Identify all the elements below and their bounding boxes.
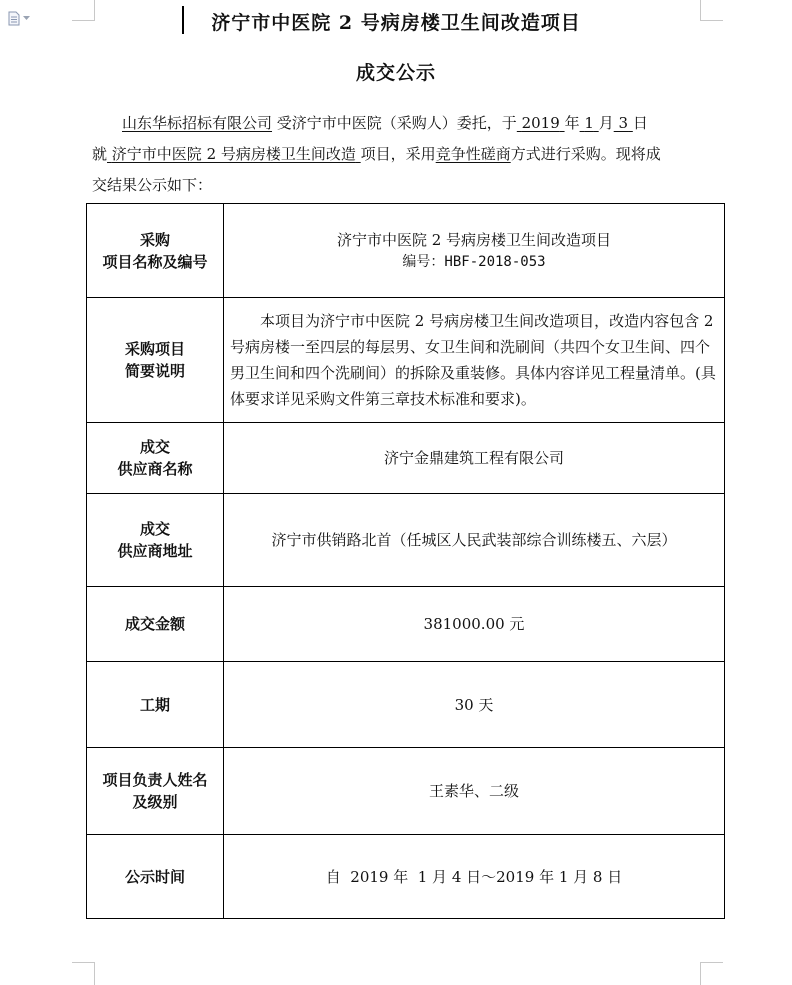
row-value-supplier-address: 济宁市供销路北首（任城区人民武装部综合训练楼五、六层） bbox=[224, 494, 725, 587]
intro-text-day: 日 bbox=[632, 114, 648, 132]
date-day: 3 bbox=[618, 114, 629, 132]
row-label: 成交 供应商名称 bbox=[87, 423, 224, 494]
result-table bbox=[86, 203, 725, 919]
row-value-project: 济宁市中医院 2 号病房楼卫生间改造项目 编号：HBF-2018-053 bbox=[224, 204, 725, 298]
intro-text-jiu: 就 bbox=[92, 145, 108, 163]
date-month: 1 bbox=[584, 114, 594, 132]
table-row bbox=[87, 298, 725, 423]
row-value-manager: 王素华、二级 bbox=[224, 748, 725, 835]
crop-mark-bottom-left bbox=[72, 962, 95, 985]
row-label: 成交金额 bbox=[87, 587, 224, 662]
table-row bbox=[87, 587, 725, 662]
table-row bbox=[87, 494, 725, 587]
row-label: 项目负责人姓名 及级别 bbox=[87, 748, 224, 835]
intro-text-3: 方式进行采购。现将成 bbox=[510, 145, 661, 163]
table-row bbox=[87, 662, 725, 748]
row-label: 采购 项目名称及编号 bbox=[87, 204, 224, 298]
intro-paragraph bbox=[92, 108, 722, 201]
table-row bbox=[87, 748, 725, 835]
table-row bbox=[87, 835, 725, 919]
procurement-method: 竞争性磋商 bbox=[435, 145, 511, 163]
agency-name: 山东华标招标有限公司 bbox=[122, 114, 273, 132]
row-value-duration: 30 天 bbox=[224, 662, 725, 748]
date-year: 2019 bbox=[521, 114, 560, 132]
row-label: 工期 bbox=[87, 662, 224, 748]
table-row bbox=[87, 204, 725, 298]
document-subtitle: 成交公示 bbox=[355, 62, 436, 84]
intro-line-3: 交结果公示如下： bbox=[92, 176, 213, 194]
intro-text-month: 月 bbox=[598, 114, 614, 132]
row-value-publicity-period: 自 2019 年 1 月 4 日～2019 年 1 月 8 日 bbox=[224, 835, 725, 919]
row-label: 采购项目 简要说明 bbox=[87, 298, 224, 423]
row-value-description: 本项目为济宁市中医院 2 号病房楼卫生间改造项目，改造内容包含 2 号病房楼一至四层的每层男、女卫生间和洗刷间（共四个女卫生间、四个男卫生间和四个洗刷间）的拆除及重装修。具体内容详见工程量清单。(具体要求详见采购文件第三章技术标准和要求)。 bbox=[224, 298, 725, 423]
row-label: 成交 供应商地址 bbox=[87, 494, 224, 587]
row-value-supplier-name: 济宁金鼎建筑工程有限公司 bbox=[224, 423, 725, 494]
row-label: 公示时间 bbox=[87, 835, 224, 919]
document-title: 济宁市中医院 2 号病房楼卫生间改造项目 bbox=[211, 12, 581, 34]
intro-text-1: 受济宁市中医院（采购人）委托，于 bbox=[276, 114, 517, 132]
intro-line-1 bbox=[92, 108, 722, 139]
crop-mark-bottom-right bbox=[700, 962, 723, 985]
intro-text-year: 年 bbox=[564, 114, 580, 132]
intro-line-2 bbox=[92, 139, 722, 170]
project-name: 济宁市中医院 2 号病房楼卫生间改造 bbox=[111, 145, 356, 163]
table-row bbox=[87, 423, 725, 494]
project-code: 编号：HBF-2018-053 bbox=[402, 253, 546, 270]
intro-text-2: 项目，采用 bbox=[360, 145, 436, 163]
row-value-amount: 381000.00 元 bbox=[224, 587, 725, 662]
